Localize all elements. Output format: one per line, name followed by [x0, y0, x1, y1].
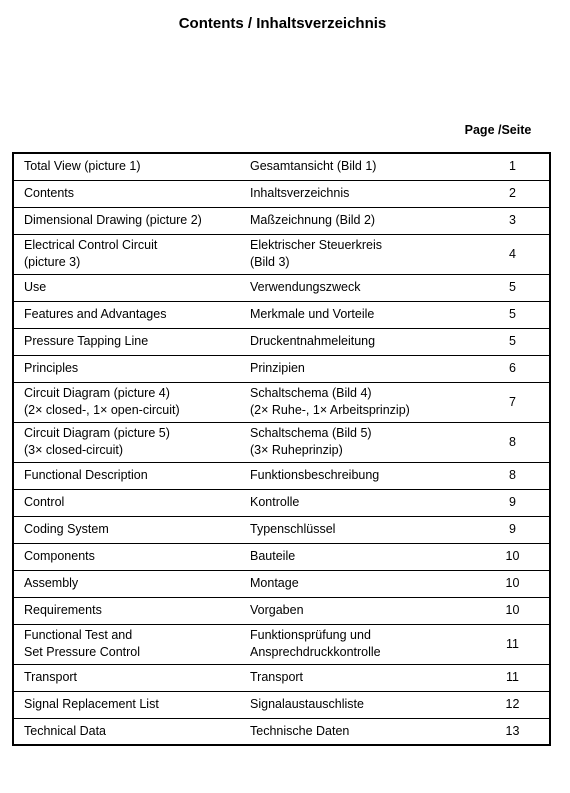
entry-german-line: Elektrischer Steuerkreis — [250, 238, 382, 252]
entry-english-line: Principles — [24, 361, 79, 375]
entry-english — [13, 624, 250, 664]
entry-german-line: Kontrolle — [250, 495, 300, 509]
entry-english-line: Requirements — [24, 603, 102, 617]
entry-english — [13, 462, 250, 489]
table-row — [13, 691, 550, 718]
entry-german — [250, 516, 490, 543]
page-title: Contents / Inhaltsverzeichnis — [178, 15, 387, 32]
entry-german — [250, 153, 490, 180]
entry-english-line: Components — [24, 549, 95, 563]
table-row — [13, 274, 550, 301]
entry-german-line: Inhaltsverzeichnis — [250, 186, 350, 200]
entry-german — [250, 624, 490, 664]
entry-english — [13, 153, 250, 180]
entry-german — [250, 234, 490, 274]
entry-english — [13, 489, 250, 516]
entry-english-line: (picture 3) — [24, 255, 81, 269]
entry-english-line: Transport — [24, 670, 78, 684]
entry-english — [13, 207, 250, 234]
entry-page-number: 2 — [490, 180, 550, 207]
table-row — [13, 543, 550, 570]
entry-german — [250, 691, 490, 718]
entry-english — [13, 543, 250, 570]
table-row — [13, 624, 550, 664]
entry-german-line: (3× Ruheprinzip) — [250, 443, 343, 457]
table-row — [13, 207, 550, 234]
table-row — [13, 664, 550, 691]
entry-english — [13, 274, 250, 301]
entry-english — [13, 691, 250, 718]
entry-german — [250, 422, 490, 462]
entry-german — [250, 489, 490, 516]
entry-english — [13, 597, 250, 624]
table-row — [13, 570, 550, 597]
entry-german-line: Gesamtansicht (Bild 1) — [250, 159, 377, 174]
table-row — [13, 462, 550, 489]
table-row — [13, 153, 550, 180]
entry-page-number: 8 — [490, 422, 550, 462]
entry-english-line: Total View (picture 1) — [24, 159, 141, 174]
entry-page-number: 13 — [490, 718, 550, 745]
entry-english-line: Features and Advantages — [24, 307, 167, 321]
contents-table — [12, 152, 551, 746]
entry-german — [250, 180, 490, 207]
entry-german-line: Vorgaben — [250, 603, 304, 617]
entry-page-number: 10 — [490, 597, 550, 624]
table-row — [13, 489, 550, 516]
entry-english-line: Circuit Diagram (picture 4) — [24, 386, 170, 400]
entry-page-number: 4 — [490, 234, 550, 274]
entry-english — [13, 355, 250, 382]
entry-german-line: Druckentnahmeleitung — [250, 334, 376, 348]
entry-german-line: (2× Ruhe-, 1× Arbeitsprinzip) — [250, 403, 410, 417]
entry-page-number: 3 — [490, 207, 550, 234]
entry-page-number: 9 — [490, 489, 550, 516]
entry-german-line: Funktionsbeschreibung — [250, 468, 380, 482]
entry-english-line: Assembly — [24, 576, 79, 590]
entry-english — [13, 234, 250, 274]
entry-english-line: Control — [24, 495, 65, 509]
entry-english — [13, 180, 250, 207]
contents-table-body — [13, 153, 550, 745]
table-row — [13, 180, 550, 207]
table-row — [13, 234, 550, 274]
entry-page-number: 6 — [490, 355, 550, 382]
entry-page-number: 11 — [490, 664, 550, 691]
table-row — [13, 301, 550, 328]
entry-english — [13, 570, 250, 597]
entry-page-number: 1 — [490, 153, 550, 180]
entry-german — [250, 328, 490, 355]
entry-page-number: 8 — [490, 462, 550, 489]
entry-english — [13, 328, 250, 355]
entry-english — [13, 422, 250, 462]
entry-page-number: 5 — [490, 301, 550, 328]
entry-page-number: 5 — [490, 274, 550, 301]
entry-german — [250, 382, 490, 422]
entry-german-line: Montage — [250, 576, 299, 590]
entry-page-number: 11 — [490, 624, 550, 664]
page-column-heading: Page /Seite — [464, 123, 532, 137]
entry-page-number: 10 — [490, 570, 550, 597]
entry-german-line: Maßzeichnung (Bild 2) — [250, 213, 376, 227]
entry-german-line: Bauteile — [250, 549, 296, 563]
entry-page-number: 5 — [490, 328, 550, 355]
entry-german — [250, 207, 490, 234]
entry-german-line: Technische Daten — [250, 723, 350, 738]
table-row — [13, 355, 550, 382]
entry-english-line: Functional Description — [24, 468, 148, 482]
entry-german-line: Schaltschema (Bild 5) — [250, 426, 372, 440]
table-row — [13, 516, 550, 543]
entry-german — [250, 355, 490, 382]
entry-page-number: 10 — [490, 543, 550, 570]
entry-german-line: Typenschlüssel — [250, 522, 336, 536]
entry-german-line: Prinzipien — [250, 361, 305, 375]
entry-english-line: (3× closed-circuit) — [24, 443, 123, 457]
entry-german-line: Funktionsprüfung und — [250, 628, 371, 642]
table-row — [13, 422, 550, 462]
entry-german — [250, 570, 490, 597]
entry-german-line: Verwendungszweck — [250, 280, 361, 294]
table-row — [13, 718, 550, 745]
entry-german-line: Merkmale und Vorteile — [250, 307, 375, 321]
entry-german-line: (Bild 3) — [250, 255, 290, 269]
entry-english — [13, 718, 250, 745]
entry-german — [250, 718, 490, 745]
entry-german — [250, 664, 490, 691]
entry-german — [250, 462, 490, 489]
entry-german — [250, 543, 490, 570]
entry-english-line: Signal Replacement List — [24, 697, 159, 711]
table-row — [13, 382, 550, 422]
entry-english-line: Contents — [24, 186, 75, 200]
entry-german-line: Schaltschema (Bild 4) — [250, 386, 372, 400]
entry-page-number: 7 — [490, 382, 550, 422]
entry-english-line: Dimensional Drawing (picture 2) — [24, 213, 202, 227]
entry-german — [250, 597, 490, 624]
entry-english-line: Coding System — [24, 522, 109, 536]
entry-english-line: Pressure Tapping Line — [24, 334, 149, 348]
table-row — [13, 328, 550, 355]
entry-german-line: Ansprechdruckkontrolle — [250, 645, 381, 659]
entry-english-line: Use — [24, 280, 47, 294]
entry-german — [250, 274, 490, 301]
table-row — [13, 597, 550, 624]
entry-english — [13, 516, 250, 543]
entry-english-line: Functional Test and — [24, 628, 133, 642]
entry-english-line: Set Pressure Control — [24, 645, 141, 659]
entry-page-number: 9 — [490, 516, 550, 543]
entry-english-line: Electrical Control Circuit — [24, 238, 158, 252]
entry-english-line: (2× closed-, 1× open-circuit) — [24, 403, 180, 417]
entry-german-line: Signalaustauschliste — [250, 697, 364, 711]
entry-page-number: 12 — [490, 691, 550, 718]
entry-german-line: Transport — [250, 670, 304, 684]
entry-english-line: Technical Data — [24, 723, 106, 738]
entry-english — [13, 664, 250, 691]
entry-english-line: Circuit Diagram (picture 5) — [24, 426, 170, 440]
entry-german — [250, 301, 490, 328]
entry-english — [13, 301, 250, 328]
entry-english — [13, 382, 250, 422]
